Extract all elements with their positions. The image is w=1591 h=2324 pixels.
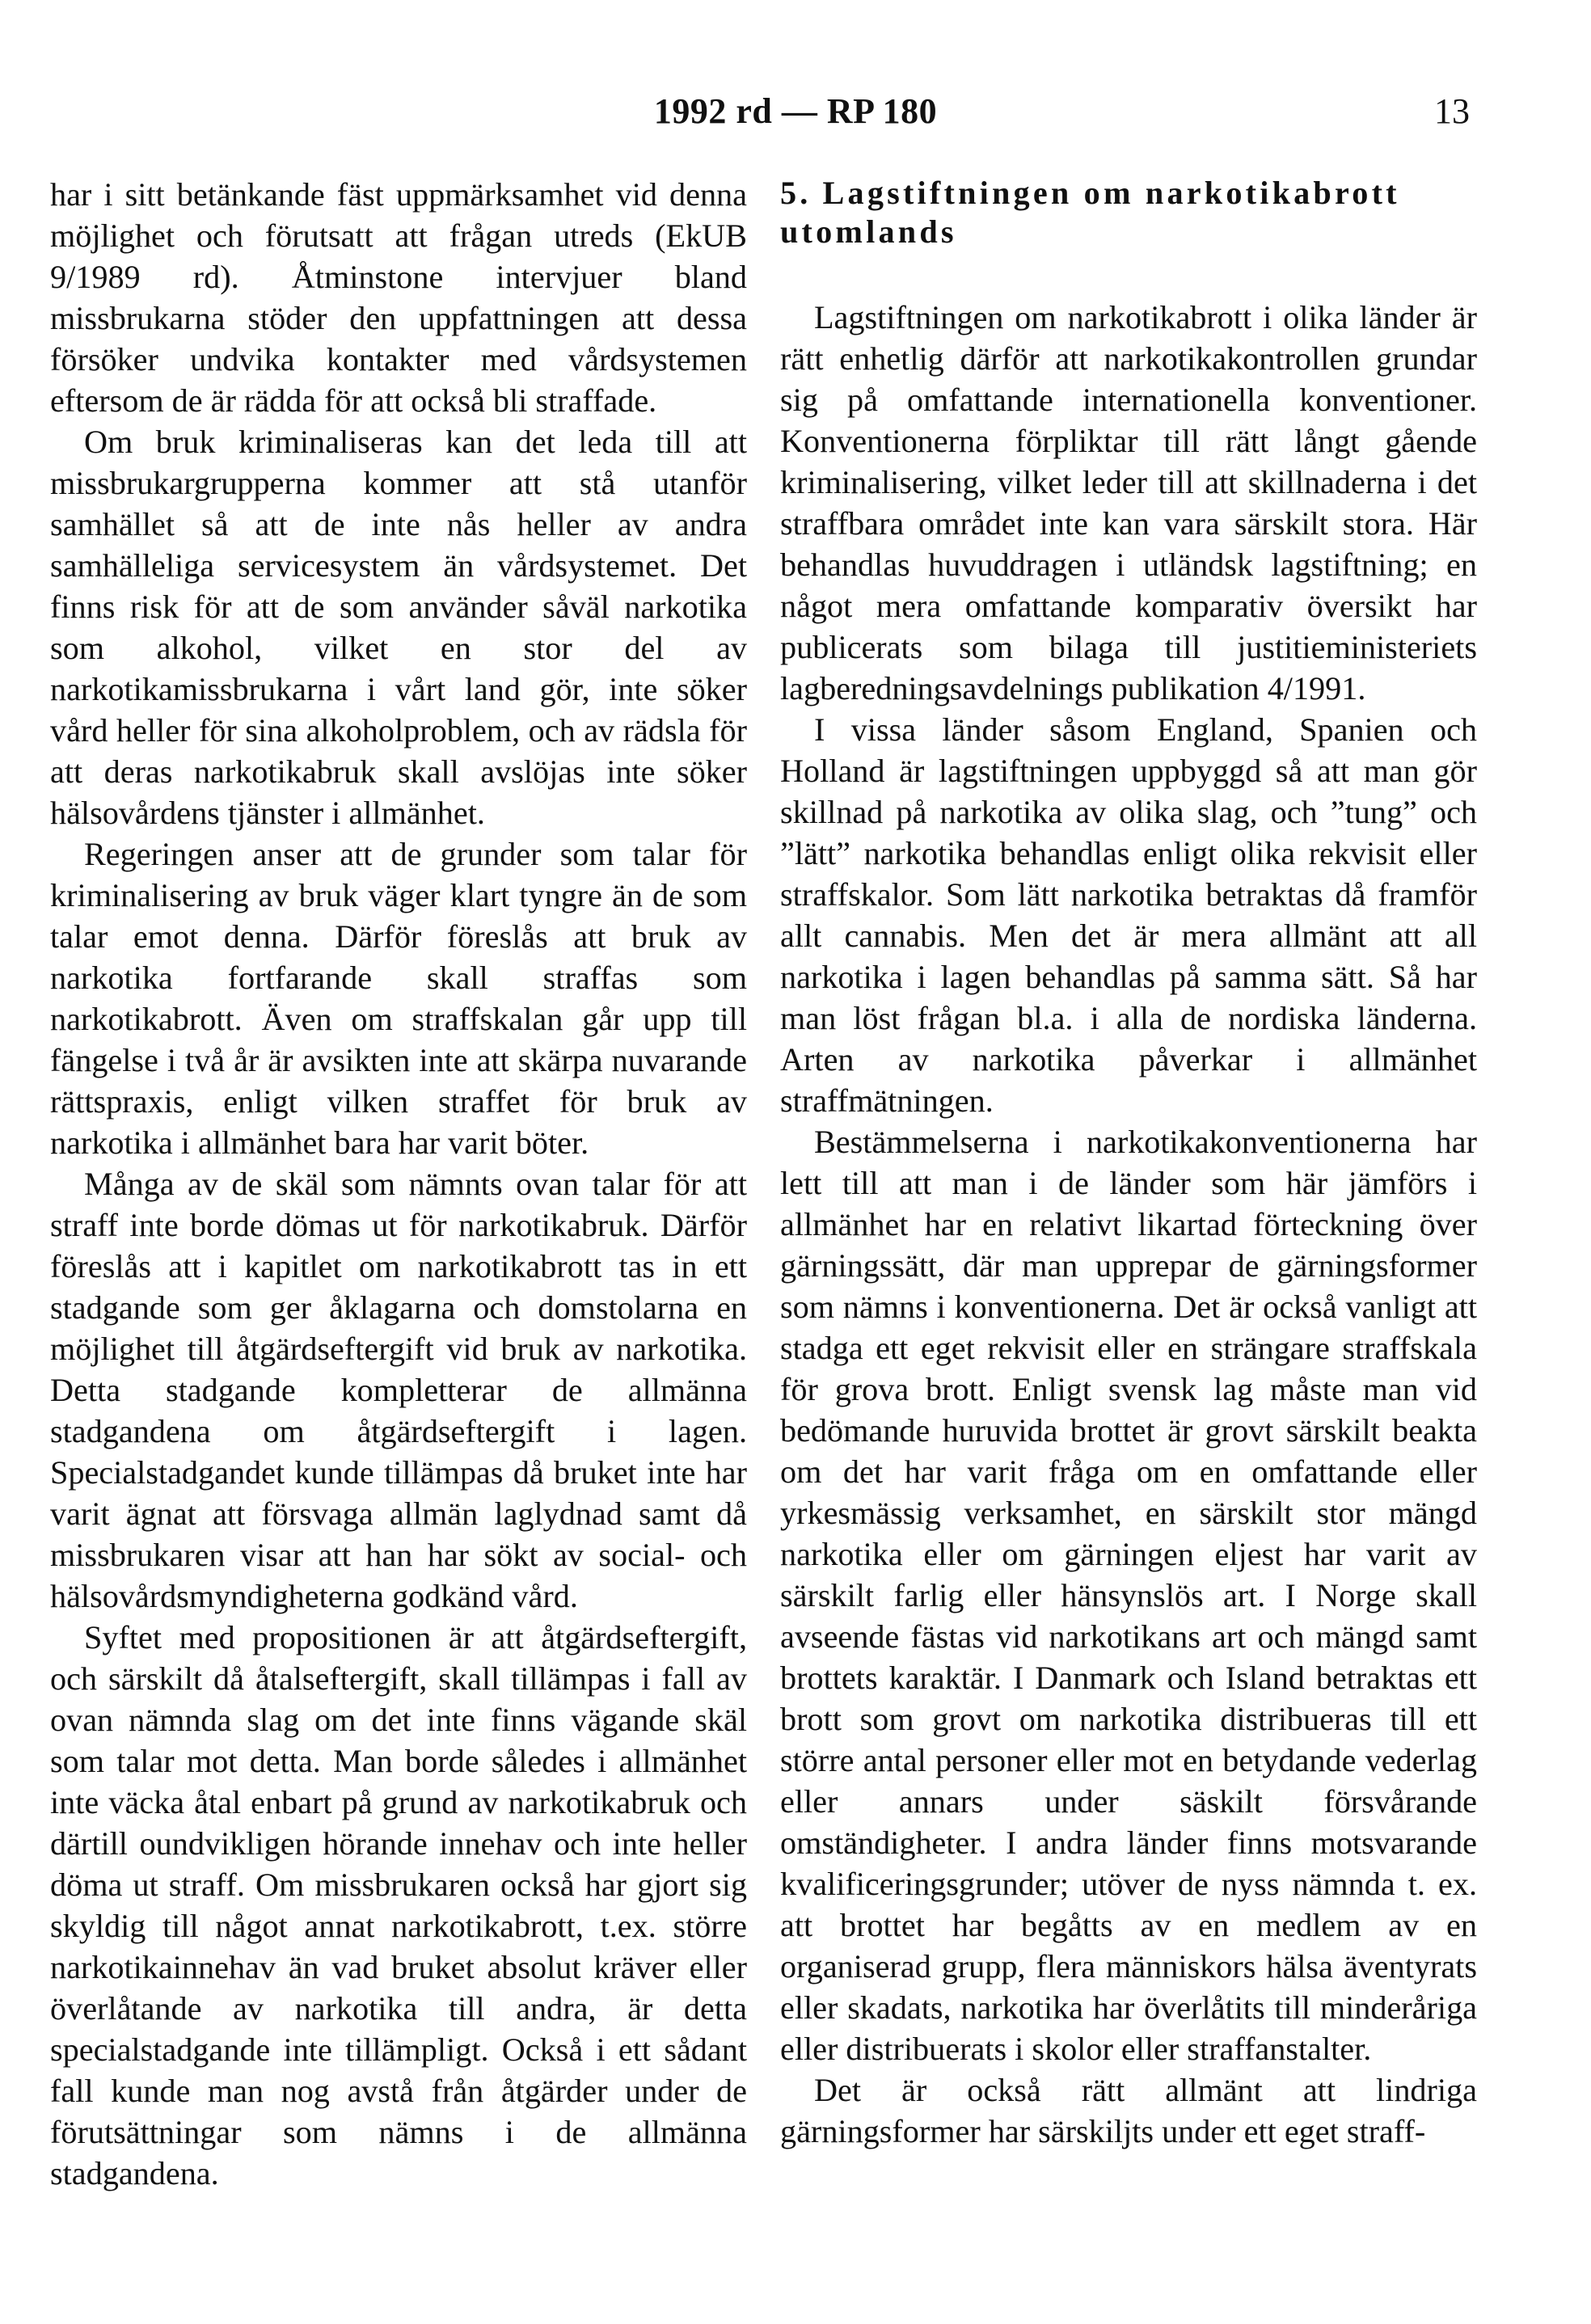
running-header: 1992 rd — RP 180 [653, 91, 938, 131]
paragraph: Många av de skäl som nämnts ovan talar för att straff inte borde dömas ut för narkotikabruk. Därför föreslås att i kapitlet om narkotikabrott tas in ett stadgande som ger åklagarna och domstolarna en möjlighet till åtgärdseftergift vid bruk av narkotika. Detta stadgande kompletterar de allmänna stadgandena om åtgärdseftergift i lagen. Specialstadgandet kunde tillämpas då bruket inte har varit ägnat att försvaga allmän laglydnad samt då missbrukaren visar att han har sökt av social- och hälsovårdsmyndigheterna godkänd vård. [50, 1166, 747, 1614]
paragraph: Det är också rätt allmänt att lindriga gärningsformer har särskiljts under ett eget straff- [780, 2072, 1477, 2149]
section-title: Lagstiftningen om narkotikabrott utomlands [780, 175, 1400, 250]
section-number: 5. [780, 175, 812, 211]
paragraph: Lagstiftningen om narkotikabrott i olika länder är rätt enhetlig därför att narkotikakontrollen grundar sig på omfattande internationella konventioner. Konventionerna förpliktar till rätt långt gående kriminalisering, vilket leder till att skillnaderna i det straffbara området inte kan vara särskilt stora. Här behandlas huvuddragen i utländsk lagstiftning; en något mera omfattande komparativ översikt har publicerats som bilaga till justitieministeriets lagberedningsavdelnings publikation 4/1991. [780, 299, 1477, 706]
paragraph: I vissa länder såsom England, Spanien och Holland är lagstiftningen uppbyggd så att man gör skillnad på narkotika av olika slag, och ”tung” och ”lätt” narkotika behandlas enligt olika rekvisit eller straffskalor. Som lätt narkotika betraktas då framför allt cannabis. Men det är mera allmänt att all narkotika i lagen behandlas på samma sätt. Så har man löst frågan bl.a. i alla de nordiska länderna. Arten av narkotika påverkar i allmänhet straffmätningen. [780, 711, 1477, 1119]
paragraph: Syftet med propositionen är att åtgärdseftergift, och särskilt då åtalseftergift, skall tillämpas i fall av ovan nämnda slag om det inte finns vägande skäl som talar mot detta. Man borde således i allmänhet inte väcka åtal enbart på grund av narkotikabruk och därtill oundvikligen hörande innehav och inte heller döma ut straff. Om missbrukaren också har gjort sig skyldig till något annat narkotikabrott, t.ex. större narkotikainnehav än vad bruket absolut kräver eller överlåtande av narkotika till andra, är detta specialstadgande inte tillämpligt. Också i ett sådant fall kunde man nog avstå från åtgärder under de förutsättningar som nämns i de allmänna stadgandena. [50, 1619, 747, 2191]
page-number: 13 [1434, 91, 1470, 131]
paragraph: har i sitt betänkande fäst uppmärksamhet vid denna möjlighet och förutsatt att frågan utreds (EkUB 9/1989 rd). Åtminstone intervjuer bland missbrukarna stöder den uppfattningen att dessa försöker undvika kontakter med vårdsystemen eftersom de är rädda för att också bli straffade. [50, 176, 747, 419]
paragraph: Om bruk kriminaliseras kan det leda till att missbrukargrupperna kommer att stå utanför samhället så att de inte nås heller av andra samhälleliga servicesystem än vårdsystemet. Det finns risk för att de som använder såväl narkotika som alkohol, vilket en stor del av narkotikamissbrukarna i vårt land gör, inte söker vård heller för sina alkoholproblem, och av rädsla för att deras narkotikabruk skall avslöjas inte söker hälsovårdens tjänster i allmänhet. [50, 424, 747, 831]
section-heading [780, 174, 1477, 251]
page-header [0, 91, 1591, 139]
paragraph: Regeringen anser att de grunder som talar för kriminalisering av bruk väger klart tyngre än de som talar emot denna. Därför föreslås att bruk av narkotika fortfarande skall straffas som narkotikabrott. Även om straffskalan går upp till fängelse i två år är avsikten inte att skärpa nuvarande rättspraxis, enligt vilken straffet för bruk av narkotika i allmänhet bara har varit böter. [50, 836, 747, 1161]
right-column [780, 174, 1477, 2152]
left-column [50, 174, 747, 2194]
paragraph: Bestämmelserna i narkotikakonventionerna har lett till att man i de länder som här jämförs i allmänhet har en relativt likartad förteckning över gärningssätt, där man upprepar de gärningsformer som nämns i konventionerna. Det är också vanligt att stadga ett eget rekvisit eller en strängare straffskala för grova brott. Enligt svensk lag måste man vid bedömande huruvida brottet är grovt särskilt beakta om det har varit fråga om en omfattande eller yrkesmässig verksamhet, en särskilt stor mängd narkotika eller om gärningen eljest har varit av särskilt farlig eller hänsynslös art. I Norge skall avseende fästas vid narkotikans art och mängd samt brottets karaktär. I Danmark och Island betraktas ett brott som grovt om narkotika distribueras till ett större antal personer eller mot en betydande vederlag eller annars under säskilt försvårande omständigheter. I andra länder finns motsvarande kvalificeringsgrunder; utöver de nyss nämnda t. ex. att brottet har begåtts av en medlem av en organiserad grupp, flera människors hälsa äventyrats eller skadats, narkotika har överlåtits till minderåriga eller distribuerats i skolor eller straffanstalter. [780, 1124, 1477, 2067]
